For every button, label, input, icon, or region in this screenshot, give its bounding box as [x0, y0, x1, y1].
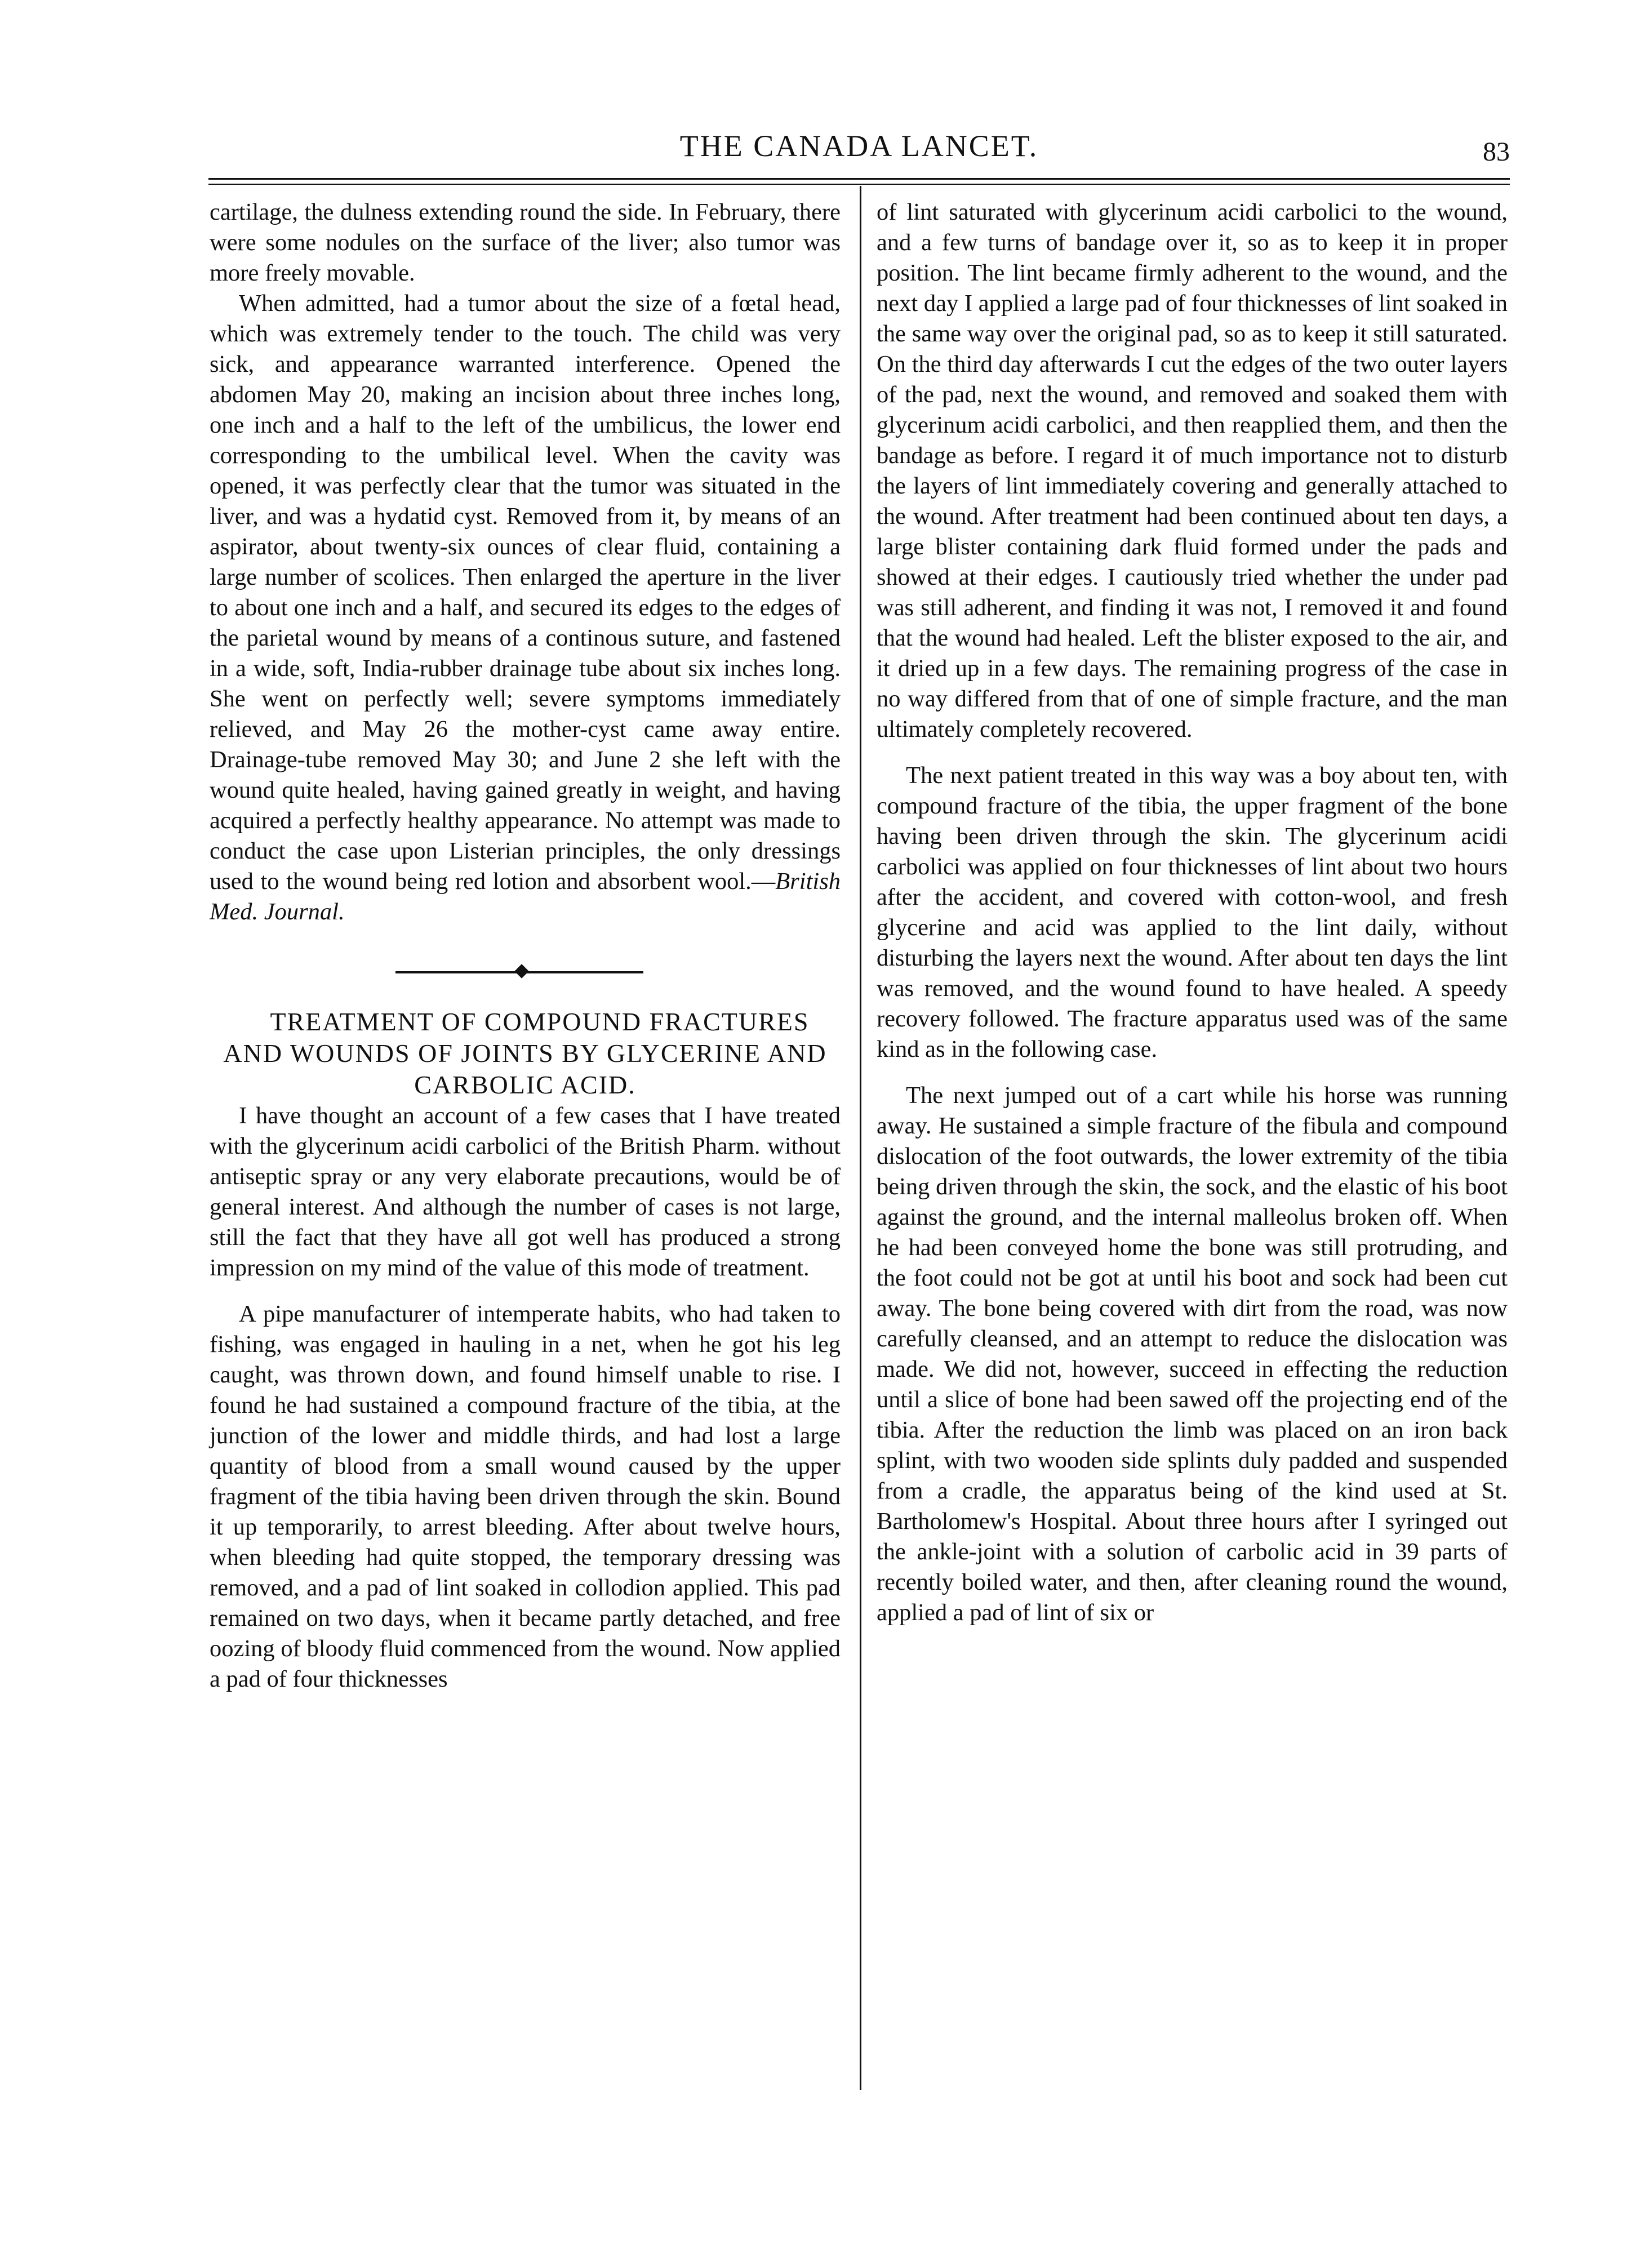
header-rule-secondary — [208, 184, 1510, 185]
paragraph — [210, 288, 841, 927]
paragraph-text: When admitted, had a tumor about the size of a fœtal head, which was extremely tender to the touch. The child was very sick, and appearance warranted interference. Opened the abdomen May 20, making an incision about three inches long, one inch and a half to the left of the umbilicus, the lower end corresponding to the umbilical level. When the cavity was opened, it was perfectly clear that the tumor was situated in the liver, and was a hydatid cyst. Removed from it, by means of an aspirator, about twenty-six ounces of clear fluid, containing a large number of scolices. Then enlarged the aperture in the liver to about one inch and a half, and secured its edges to the edges of the parietal wound by means of a continous suture, and fastened in a wide, soft, India-rubber drainage tube about six inches long. She went on perfectly well; severe symptoms immediately relieved, and May 26 the mother-cyst came away entire. Drainage-tube removed May 30; and June 2 she left with the wound quite healed, having gained greatly in weight, and having acquired a perfectly healthy appearance. No attempt was made to conduct the case upon Listerian principles, the only dressings used to the wound being red lotion and absorbent wool.— — [210, 290, 841, 895]
separator-ornament-icon — [514, 964, 528, 978]
paragraph: cartilage, the dulness extending round the side. In February, there were some nodules on the surface of the liver; also tumor was more freely movable. — [210, 199, 841, 286]
header-rule — [208, 178, 1510, 180]
source-citation: British Med. Journal. — [210, 868, 841, 925]
paragraph: I have thought an account of a few cases that I have treated with the glycerinum acidi carbolici of the British Pharm. without antiseptic spray or any very elaborate precautions, would be of general interest. And although the number of cases is not large, still the fact that they have all got well has produced a strong impression on my mind of the value of this mode of treatment. — [210, 1102, 841, 1281]
article-title: TREATMENT OF COMPOUND FRACTURES AND WOUNDS OF JOINTS BY GLYCERINE AND CARBOLIC ACID. — [223, 1007, 827, 1099]
paragraph: of lint saturated with glycerinum acidi carbolici to the wound, and a few turns of bandage over it, so as to keep it in proper position. The lint became firmly adherent to the wound, and the next day I applied a large pad of four thicknesses of lint soaked in the same way over the original pad, so as to keep it still saturated. On the third day afterwards I cut the edges of the two outer layers of the pad, next the wound, and removed and soaked them with glycerinum acidi carbolici, and then reapplied them, and then the bandage as before. I regard it of much importance not to disturb the layers of lint immediately covering and generally attached to the wound. After treatment had been continued about ten days, a large blister containing dark fluid formed under the pads and showed at their edges. I cautiously tried whether the under pad was still adherent, and finding it was not, I removed it and found that the wound had healed. Left the blister exposed to the air, and it dried up in a few days. The remaining progress of the case in no way differed from that of one of simple fracture, and the man ultimately completely recovered. — [877, 199, 1508, 742]
left-column — [210, 197, 841, 1695]
paragraph: The next jumped out of a cart while his horse was running away. He sustained a simple fracture of the fibula and compound dislocation of the foot outwards, the lower extremity of the tibia being driven through the skin, the sock, and the elastic of his boot against the ground, and the internal malleolus broken off. When he had been conveyed home the bone was still protruding, and the foot could not be got at until his boot and sock had been cut away. The bone being covered with dirt from the road, was now carefully cleansed, and an attempt to reduce the dislocation was made. We did not, however, succeed in effecting the reduction until a slice of bone had been sawed off the projecting end of the tibia. After the reduction the limb was placed on an iron back splint, with two wooden side splints duly padded and suspended from a cradle, the apparatus being of the kind used at St. Bartholomew's Hospital. About three hours after I syringed out the ankle-joint with a solution of carbolic acid in 39 parts of recently boiled water, and then, after cleaning round the wound, applied a pad of lint of six or — [877, 1082, 1508, 1626]
column-divider — [860, 186, 861, 2090]
running-title: THE CANADA LANCET. — [679, 129, 1039, 163]
paragraph: A pipe manufacturer of intemperate habits, who had taken to fishing, was engaged in hauling in a net, when he got his leg caught, was thrown down, and found himself unable to rise. I found he had sustained a compound fracture of the tibia, at the junction of the lower and middle thirds, and had lost a large quantity of blood from a small wound caused by the upper fragment of the tibia having been driven through the skin. Bound it up temporarily, to arrest bleeding. After about twelve hours, when bleeding had quite stopped, the temporary dressing was removed, and a pad of lint soaked in collodion applied. This pad remained on two days, when it became partly detached, and free oozing of bloody fluid commenced from the wound. Now applied a pad of four thicknesses — [210, 1301, 841, 1692]
paragraph: The next patient treated in this way was a boy about ten, with compound fracture of the tibia, the upper fragment of the bone having been driven through the skin. The glycerinum acidi carbolici was applied on four thicknesses of lint about two hours after the accident, and covered with cotton-wool, and fresh glycerine and acid was applied to the lint daily, without disturbing the layers next the wound. After about ten days the lint was removed, and the wound found to have healed. A speedy recovery followed. The fracture apparatus used was of the same kind as in the following case. — [877, 762, 1508, 1062]
right-column — [877, 197, 1508, 1628]
page-header — [208, 128, 1510, 179]
page-number: 83 — [1483, 137, 1510, 167]
section-separator — [210, 961, 841, 984]
